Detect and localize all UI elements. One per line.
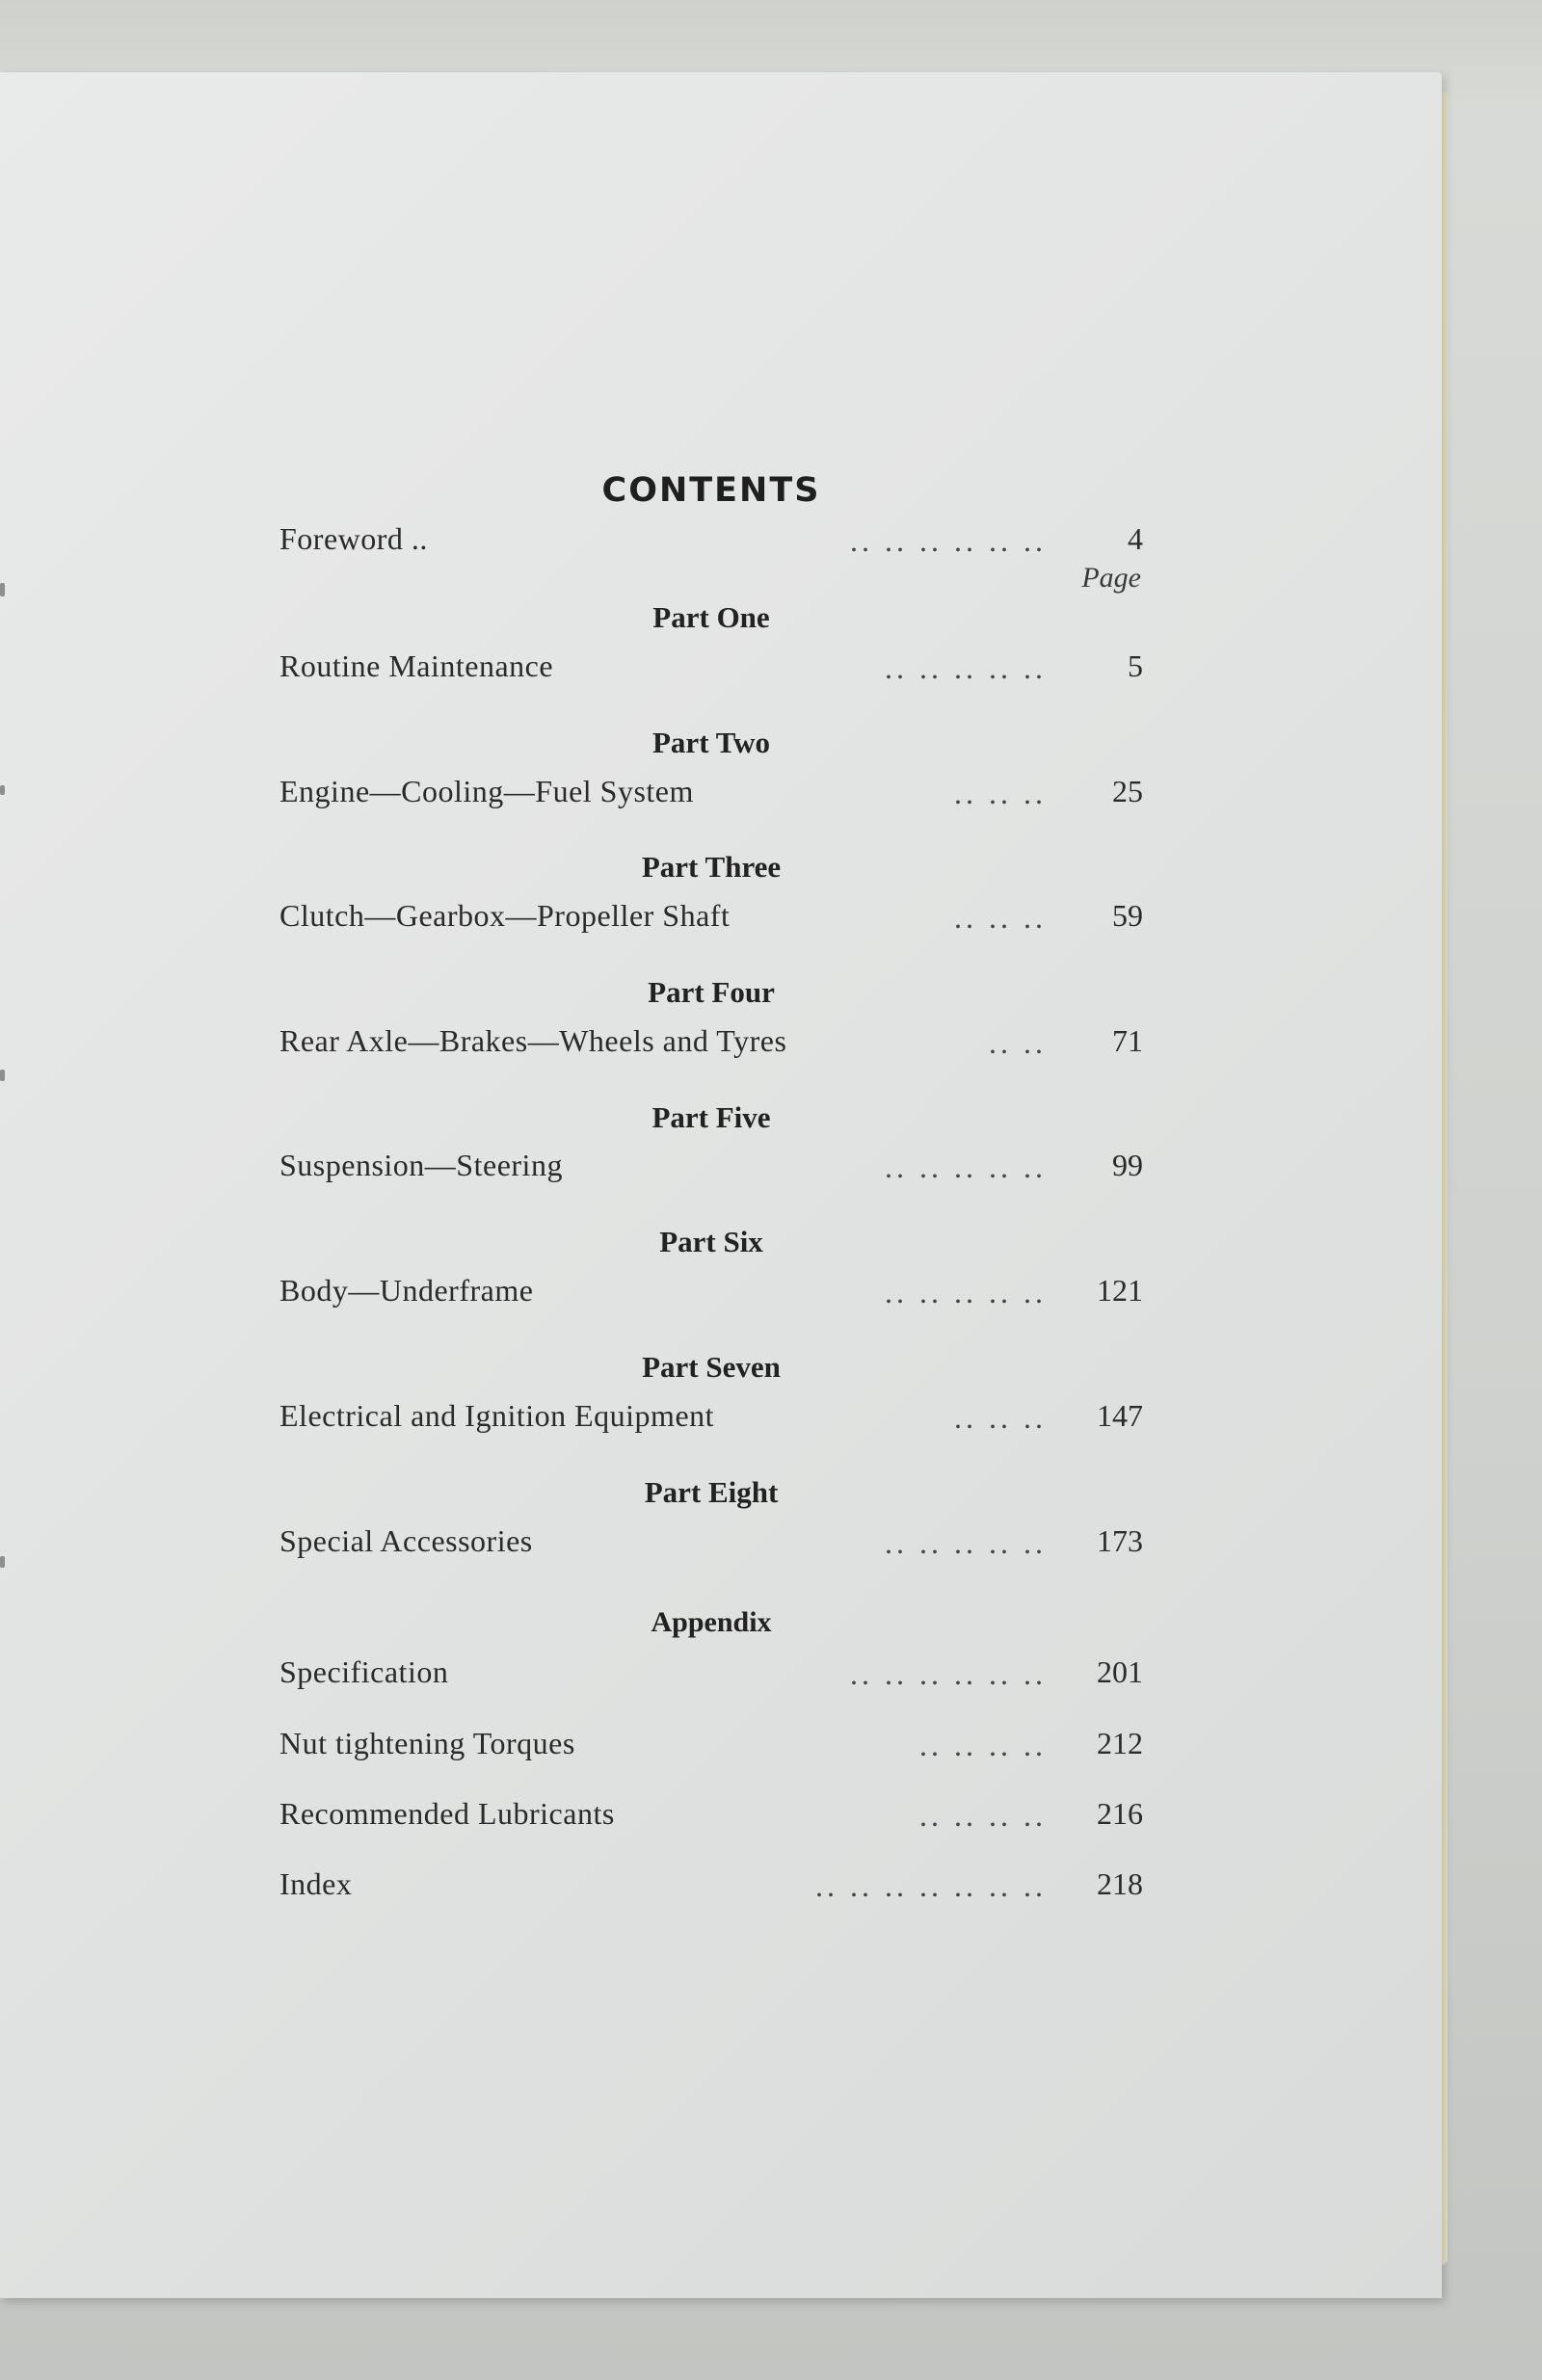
- toc-entry-title: Suspension—Steering: [279, 1148, 563, 1182]
- toc-entry-suspension: [279, 1148, 1143, 1186]
- toc-leader-dots: .. .. .. .. ..: [885, 1275, 1047, 1309]
- part-heading: Part Six: [659, 1225, 763, 1258]
- toc-entry-nut-torques: [279, 1726, 1143, 1764]
- toc-entry-title: Electrical and Ignition Equipment: [279, 1398, 715, 1433]
- part-heading: Part Four: [648, 975, 775, 1009]
- toc-leader-dots: .. .. .. ..: [919, 1798, 1047, 1833]
- part-heading: Part Five: [651, 1100, 771, 1134]
- toc-entry-title: Rear Axle—Brakes—Wheels and Tyres: [279, 1023, 787, 1058]
- toc-leader-dots: .. .. .. .. .. ..: [850, 523, 1047, 558]
- toc-entry-lubricants: [279, 1796, 1143, 1835]
- toc-leader-dots: .. .. .. .. ..: [885, 1525, 1047, 1560]
- toc-entry-specification: [279, 1654, 1143, 1693]
- toc-page-number: 71: [1112, 1023, 1143, 1058]
- spine-mark: [0, 583, 5, 596]
- toc-entry-title: Recommended Lubricants: [279, 1796, 615, 1831]
- toc-entry-title: Nut tightening Torques: [279, 1726, 575, 1760]
- toc-leader-dots: .. ..: [989, 1025, 1047, 1060]
- toc-leader-dots: .. .. .. .. .. ..: [850, 1656, 1047, 1691]
- page-column-label: Page: [1081, 562, 1141, 594]
- toc-page-number: 147: [1097, 1398, 1143, 1433]
- part-heading: Part Eight: [644, 1475, 779, 1509]
- toc-entry-title: Index: [279, 1866, 353, 1901]
- toc-page-number: 4: [1128, 521, 1143, 556]
- toc-page-number: 5: [1128, 648, 1143, 683]
- toc-entry-engine: [279, 774, 1143, 812]
- toc-entry-foreword: [279, 521, 1143, 560]
- toc-entry-body: [279, 1273, 1143, 1311]
- appendix-heading: Appendix: [651, 1606, 772, 1638]
- toc-entry-index: [279, 1866, 1143, 1905]
- page-title: CONTENTS: [601, 471, 821, 510]
- toc-leader-dots: .. .. .. .. .. .. ..: [815, 1868, 1047, 1903]
- toc-leader-dots: .. .. .. ..: [919, 1728, 1047, 1762]
- contents-page: [0, 72, 1442, 2298]
- part-heading: Part One: [652, 600, 770, 634]
- part-heading: Part Two: [652, 726, 770, 759]
- toc-page-number: 201: [1097, 1654, 1143, 1689]
- toc-entry-title: Clutch—Gearbox—Propeller Shaft: [279, 898, 731, 933]
- toc-entry-special-accessories: [279, 1523, 1143, 1562]
- toc-page-number: 59: [1112, 898, 1143, 933]
- toc-leader-dots: .. .. .. .. ..: [885, 650, 1047, 685]
- toc-entry-title: Engine—Cooling—Fuel System: [279, 774, 694, 808]
- spine-mark: [0, 1556, 5, 1568]
- part-heading: Part Three: [641, 850, 782, 884]
- toc-entry-rear-axle: [279, 1023, 1143, 1062]
- toc-entry-title: Special Accessories: [279, 1523, 533, 1558]
- toc-entry-electrical: [279, 1398, 1143, 1437]
- toc-entry-title: Foreword ..: [279, 521, 428, 556]
- toc-leader-dots: .. .. ..: [954, 900, 1047, 935]
- toc-page-number: 218: [1097, 1866, 1143, 1901]
- toc-entry-clutch: [279, 898, 1143, 937]
- spine-mark: [0, 1070, 5, 1081]
- toc-page-number: 99: [1112, 1148, 1143, 1182]
- toc-entry-routine-maintenance: [279, 648, 1143, 687]
- toc-page-number: 25: [1112, 774, 1143, 808]
- spine-mark: [0, 785, 5, 795]
- toc-leader-dots: .. .. ..: [954, 1400, 1047, 1435]
- toc-entry-title: Body—Underframe: [279, 1273, 534, 1308]
- toc-page-number: 216: [1097, 1796, 1143, 1831]
- toc-page-number: 212: [1097, 1726, 1143, 1760]
- toc-entry-title: Routine Maintenance: [279, 648, 554, 683]
- toc-page-number: 121: [1097, 1273, 1143, 1308]
- toc-leader-dots: .. .. ..: [954, 776, 1047, 810]
- toc-leader-dots: .. .. .. .. ..: [885, 1150, 1047, 1184]
- part-heading: Part Seven: [642, 1350, 781, 1384]
- toc-entry-title: Specification: [279, 1654, 449, 1689]
- toc-page-number: 173: [1097, 1523, 1143, 1558]
